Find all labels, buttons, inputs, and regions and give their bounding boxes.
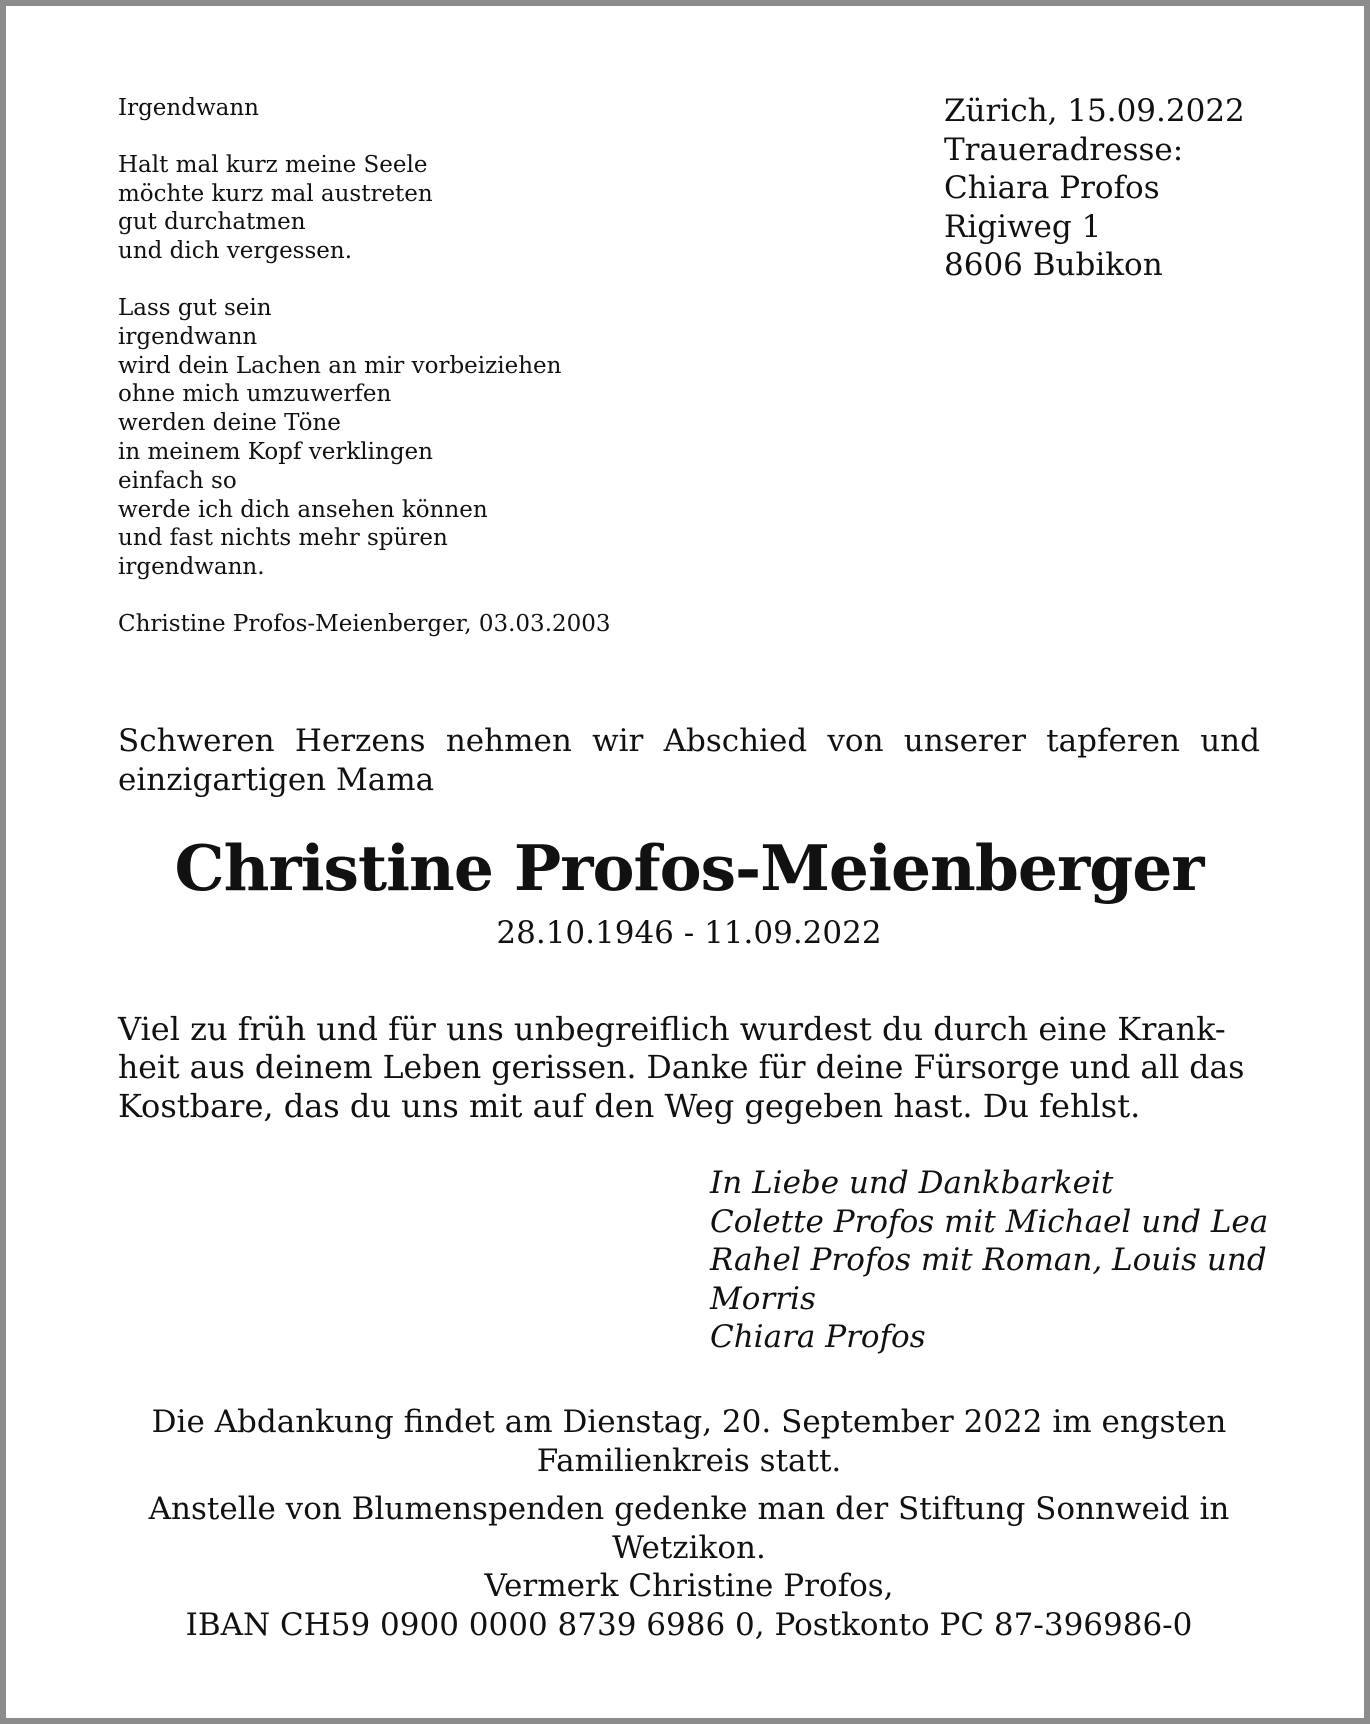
- life-dates: 28.10.1946 - 11.09.2022: [496, 915, 882, 951]
- poem-line: ohne mich umzuwerfen: [118, 381, 392, 408]
- iban-line: IBAN CH59 0900 0000 8739 6986 0, Postkonto PC 87-396986-0: [185, 1606, 1193, 1643]
- intro-text: Schweren Herzens nehmen wir Abschied von unserer tapferen und einzigartigen Mama: [118, 723, 1260, 798]
- poem-line: irgendwann.: [118, 554, 265, 581]
- poem: [118, 94, 678, 639]
- donation-line: Anstelle von Blumenspenden gedenke man der Stiftung Sonnweid in: [148, 1491, 1230, 1527]
- service-line: Die Abdankung findet am Dienstag, 20. September 2022 im engsten: [151, 1404, 1227, 1440]
- poem-stanza-1: [118, 151, 678, 266]
- place-date: Zürich, 15.09.2022: [944, 93, 1245, 129]
- poem-line: Lass gut sein: [118, 294, 272, 321]
- poem-line: einfach so: [118, 467, 237, 494]
- poem-attribution: Christine Profos-Meienberger, 03.03.2003: [118, 610, 611, 637]
- poem-line: werden deine Töne: [118, 410, 341, 437]
- address-street: Rigiweg 1: [944, 208, 1102, 245]
- address-city: 8606 Bubikon: [944, 247, 1163, 283]
- poem-stanza-2: [118, 294, 678, 582]
- deceased-name: Christine Profos-Meienberger: [174, 831, 1204, 905]
- donation-line: Wetzikon.: [612, 1529, 766, 1566]
- family-signature: [710, 1164, 1270, 1357]
- mourning-address: [944, 92, 1245, 285]
- message-line: Kostbare, das du uns mit auf den Weg gegeben hast. Du fehlst.: [118, 1087, 1141, 1125]
- poem-title-block: [118, 94, 678, 123]
- signature-line: Morris: [710, 1280, 816, 1317]
- poem-line: werde ich dich ansehen können: [118, 496, 488, 523]
- service-notice: [118, 1403, 1260, 1480]
- farewell-message: [118, 1010, 1260, 1126]
- signature-line: Colette Profos mit Michael und Lea: [710, 1203, 1269, 1240]
- donation-line: Vermerk Christine Profos,: [484, 1568, 894, 1604]
- signature-line: Chiara Profos: [710, 1319, 926, 1355]
- poem-line: gut durchatmen: [118, 209, 306, 236]
- poem-line: und dich vergessen.: [118, 238, 353, 265]
- poem-line: und fast nichts mehr spüren: [118, 525, 448, 552]
- ceremony-info: [118, 1403, 1260, 1654]
- poem-line: wird dein Lachen an mir vorbeiziehen: [118, 352, 562, 379]
- poem-line: Halt mal kurz meine Seele: [118, 151, 428, 178]
- message-line: heit aus deinem Leben gerissen. Danke für deine Fürsorge und all das: [118, 1049, 1245, 1086]
- address-name: Chiara Profos: [944, 170, 1160, 206]
- message-line: Viel zu früh und für uns unbegreiflich wurdest du durch eine Krank-: [118, 1010, 1226, 1048]
- signature-line: Rahel Profos mit Roman, Louis und: [710, 1242, 1267, 1278]
- address-label: Traueradresse:: [944, 131, 1184, 168]
- service-line: Familienkreis statt.: [536, 1442, 842, 1479]
- poem-line: in meinem Kopf verklingen: [118, 438, 433, 465]
- donation-notice: [118, 1490, 1260, 1644]
- poem-line: möchte kurz mal austreten: [118, 180, 433, 207]
- poem-line: irgendwann: [118, 323, 258, 350]
- poem-title: Irgendwann: [118, 95, 259, 121]
- signature-line: In Liebe und Dankbarkeit: [710, 1165, 1114, 1201]
